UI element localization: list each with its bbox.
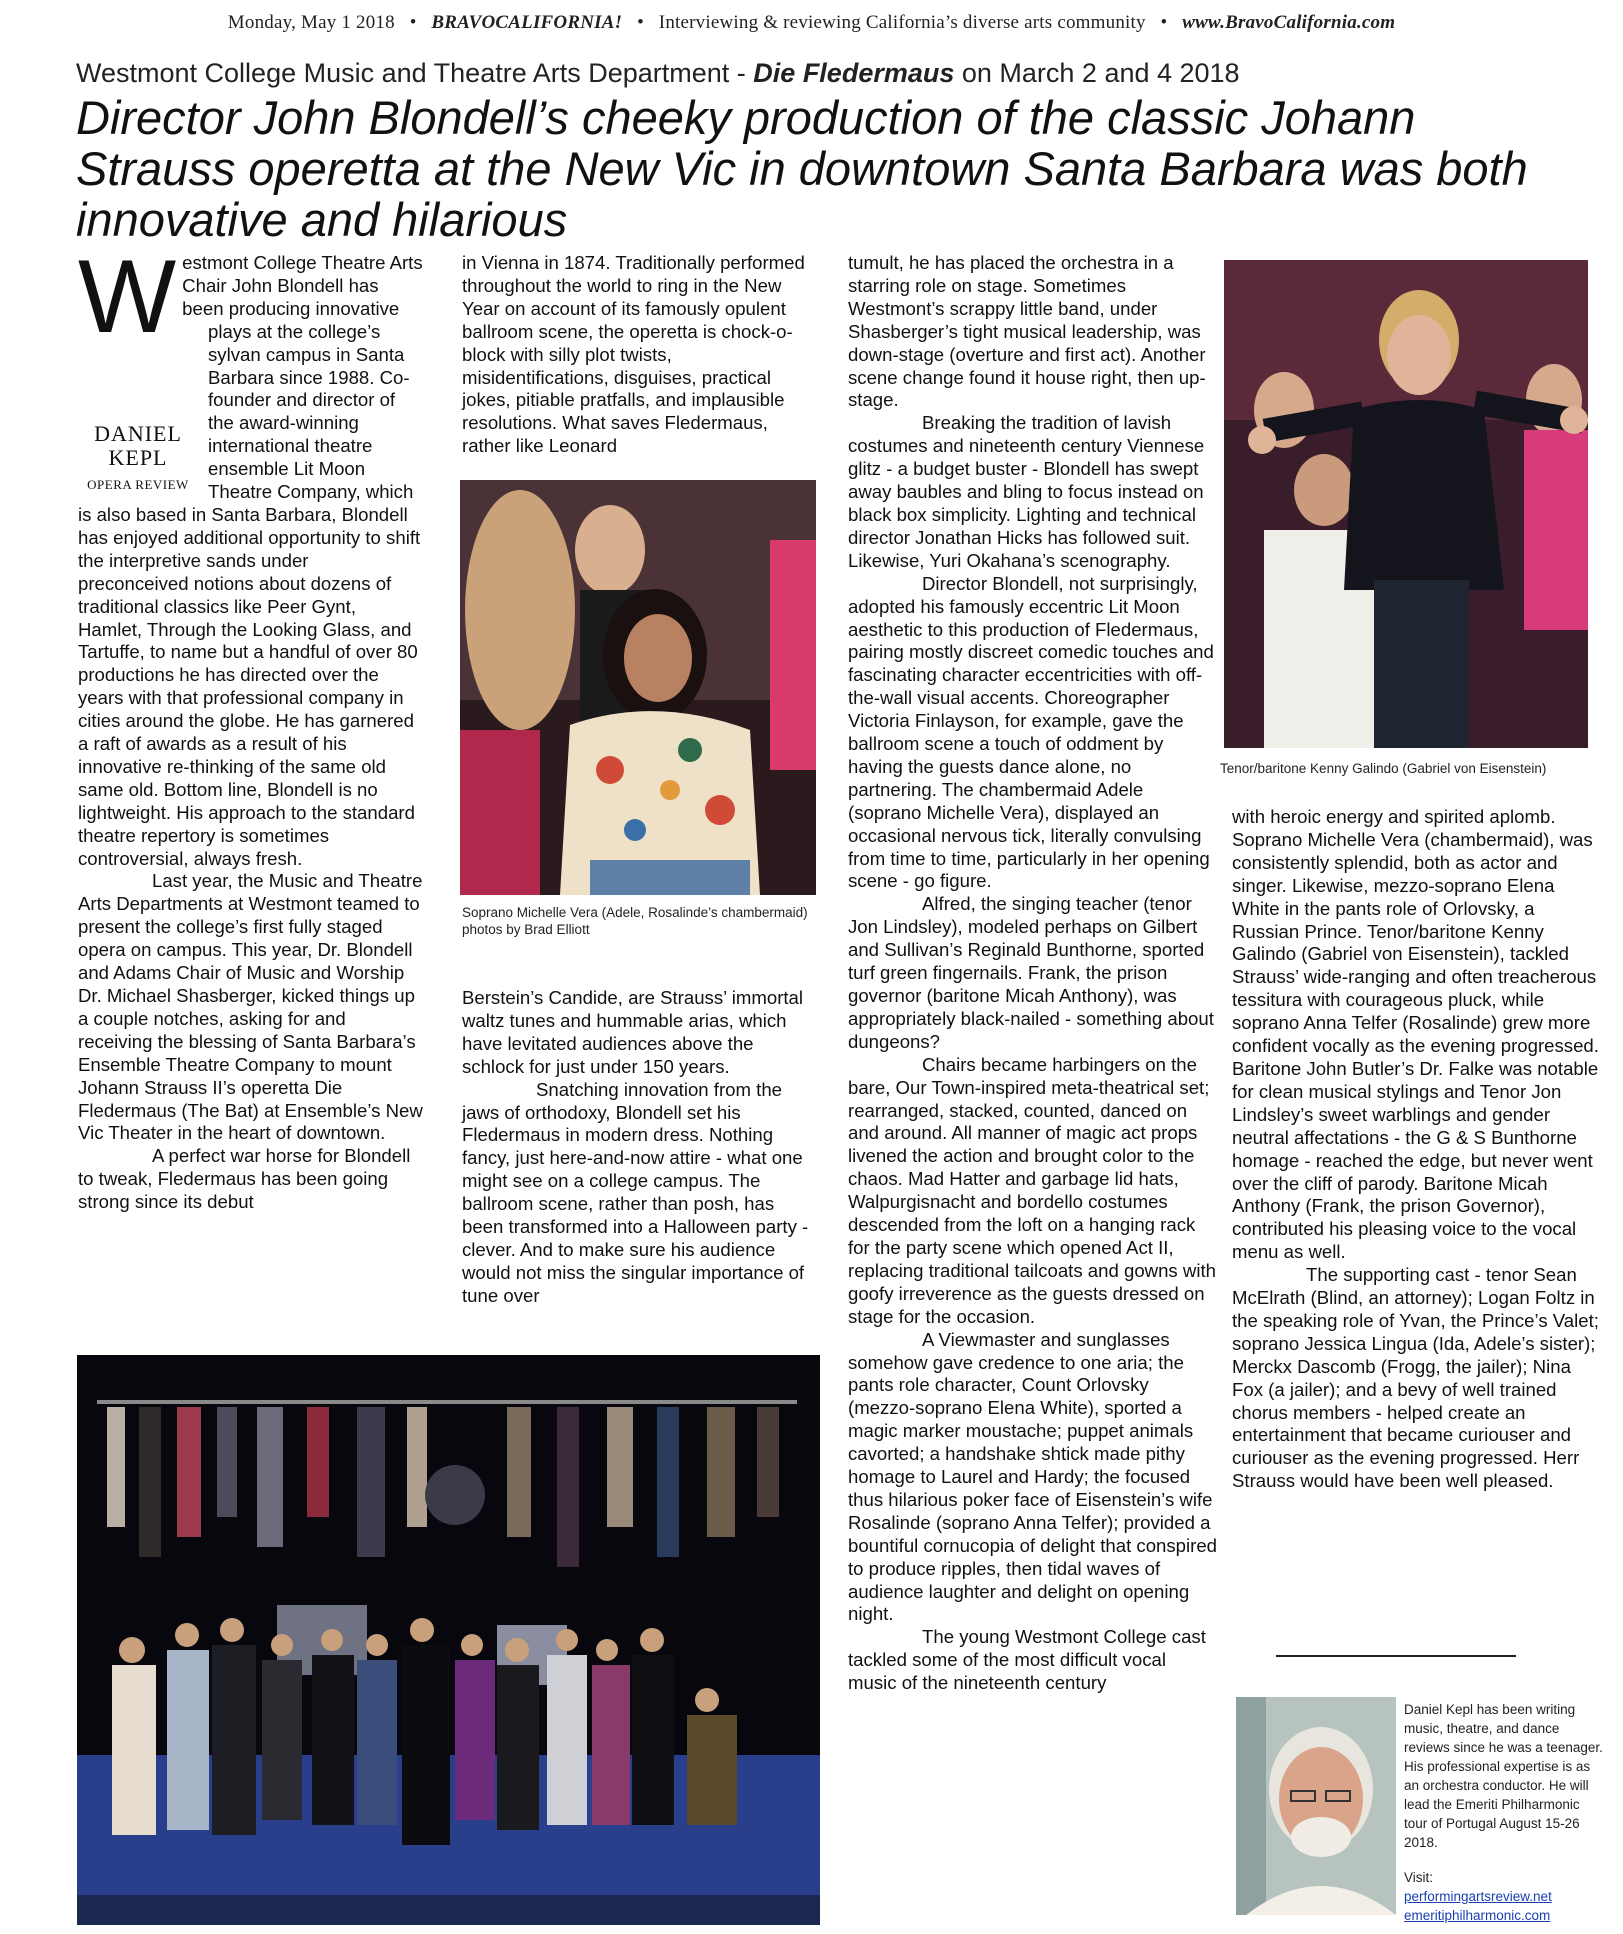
paragraph: estmont College Theatre Arts Chair John Blondell has been producing innovative plays at the college’s sylvan campus in Santa Barbara since 1988. Co-founder and director of the award-winning international theatre ensemble Lit Moon Theatre Company, which is also based in Santa Barbara, Blondell has enjoyed additional opportunity to shift the interpretive sands under preconceived notions about dozens of traditional classics like Peer Gynt, Hamlet, Through the Looking Glass, and Tartuffe, to name but a handful of over 80 productions he has directed over the years with that professional company in cities around the globe. He has garnered a raft of awards as a result of his innovative re-thinking of the same old same old. Bottom line, Blondell is no lightweight. His approach to the standard theatre repertory is sometimes controversial, always fresh. <box>78 252 423 869</box>
column-3 <box>848 252 1218 1695</box>
kicker-title: Die Fledermaus <box>753 58 955 88</box>
kicker-post: on March 2 and 4 2018 <box>954 58 1240 88</box>
column-4 <box>1232 806 1602 1493</box>
masthead-separator: • <box>1160 12 1168 33</box>
column-2-bottom <box>462 987 818 1308</box>
author-bio <box>1404 1700 1604 1925</box>
paragraph: Berstein’s Candide, are Strauss’ immortal waltz tunes and hummable arias, which have levitated audiences above the schlock for just under 150 years. <box>462 987 804 1077</box>
link-performingartsreview[interactable]: performingartsreview.net <box>1404 1889 1552 1904</box>
paragraph: Alfred, the singing teacher (tenor Jon Lindsley), modeled perhaps on Gilbert and Sullivan’s Reginald Bunthorne, sported turf green fingernails. Frank, the prison governor (baritone Micah Anthony), was appropriately black-nailed - something about dungeons? <box>848 893 1214 1052</box>
photo-caption: Tenor/baritone Kenny Galindo (Gabriel von Eisenstein) <box>1220 761 1547 776</box>
column-1 <box>78 239 424 1214</box>
masthead-separator: • <box>637 12 644 33</box>
paragraph: Breaking the tradition of lavish costumes and nineteenth century Viennese glitz - a budget buster - Blondell has swept away baubles and bling to focus instead on black box simplicity. Lighting and technical director Jonathan Hicks has followed suit. Likewise, Yuri Okahana’s scenography. <box>848 412 1205 571</box>
photo-caption: Soprano Michelle Vera (Adele, Rosalinde’s chambermaid) photos by Brad Elliott <box>462 905 808 937</box>
photo-stage-ensemble <box>77 1355 820 1925</box>
byline-role: OPERA REVIEW <box>87 477 189 492</box>
paragraph: Chairs became harbingers on the bare, Our Town-inspired meta-theatrical set; rearranged, stacked, counted, danced on and around. All manner of magic act props livened the action and brought color to the chaos. Mad Hatter and garbage lid hats, Walpurgisnacht and bordello costumes descended from the loft on a hanging rack for the party scene which opened Act II, replacing traditional tailcoats and gowns with goofy irreverence as the guests dressed on stage for the occasion. <box>848 1053 1216 1327</box>
photo-kenny-galindo <box>1224 260 1588 748</box>
article-headline: Director John Blondell’s cheeky production of the classic Johann Strauss operetta at the New Vic in downtown Santa Barbara was both innovative and hilarious <box>76 91 1528 246</box>
masthead-separator: • <box>409 12 417 33</box>
byline-name-last: KEPL <box>108 445 168 470</box>
drop-cap: W <box>78 239 177 355</box>
bio-visit-label: Visit: <box>1404 1870 1434 1885</box>
divider <box>1276 1655 1516 1657</box>
author-portrait <box>1236 1697 1396 1915</box>
paragraph: Last year, the Music and Theatre Arts Departments at Westmont teamed to present the college’s first fully staged opera on campus. This year, Dr. Blondell and Adams Chair of Music and Worship Dr. Michael Shasberger, kicked things up a couple notches, asking for and receiving the blessing of Santa Barbara’s Ensemble Theatre Company to mount Johann Strauss II’s operetta Die Fledermaus (The Bat) at Ensemble’s New Vic Theater in the heart of downtown. <box>78 870 423 1144</box>
paragraph: tumult, he has placed the orchestra in a starring role on stage. Sometimes Westmont’s scrappy little band, under Shasberger’s tight musical leadership, was down-stage (overture and first act). Another scene change found it house right, then up-stage. <box>848 252 1206 411</box>
paragraph: with heroic energy and spirited aplomb. Soprano Michelle Vera (chambermaid), was consistently splendid, both as actor and singer. Likewise, mezzo-soprano Elena White in the pants role of Orlovsky, a Russian Prince. Tenor/baritone Kenny Galindo (Gabriel von Eisenstein), tackled Strauss’ wide-ranging and often treacherous tessitura with courageous pluck, while soprano Anna Telfer (Rosalinde) grew more confident vocally as the evening progressed. Baritone John Butler’s Dr. Falke was notable for clean musical stylings and Tenor Jon Lindsley’s sweet warblings and gender neutral affectations - the G & S Bunthorne homage - reached the edge, but never went over the cliff of parody. Baritone Micah Anthony (Frank, the prison Governor), contributed his pleasing voice to the vocal menu as well. <box>1232 806 1599 1263</box>
paragraph: The supporting cast - tenor Sean McElrath (Blind, an attorney); Logan Foltz in the speaking role of Yvan, the Prince’s Valet; soprano Jessica Lingua (Ida, Adele’s sister); Merckx Dascomb (Frogg, the jailer); Nina Fox (a jailer); and a bevy of well trained chorus members - helped create an entertainment that became curiouser and curiouser as the evening progressed. Herr Strauss would have been well pleased. <box>1232 1264 1599 1492</box>
bio-text: Daniel Kepl has been writing music, theatre, and dance reviews since he was a teenager. His professional expertise is as an orchestra conductor. He will lead the Emeriti Philharmonic tour of Portugal August 15-26 2018. <box>1404 1702 1603 1850</box>
column-2-top <box>462 252 818 458</box>
photo-michelle-vera <box>460 480 816 895</box>
byline-name-first: DANIEL <box>94 421 182 446</box>
masthead-url[interactable]: www.BravoCalifornia.com <box>1182 12 1396 33</box>
link-emeritiphilharmonic[interactable]: emeritiphilharmonic.com <box>1404 1908 1551 1923</box>
masthead <box>0 12 1623 34</box>
article-kicker <box>76 58 1240 89</box>
paragraph: Director Blondell, not surprisingly, adopted his famously eccentric Lit Moon aesthetic to this production of Fledermaus, pairing mostly discreet comedic touches and fascinating character eccentricities with off-the-wall visual accents. Choreographer Victoria Finlayson, for example, gave the ballroom scene a touch of oddment by having the guests dance alone, no partnering. The chambermaid Adele (soprano Michelle Vera), displayed an occasional nervous tick, literally convulsing from time to time, particularly in her opening scene - go figure. <box>848 572 1214 892</box>
paragraph: Snatching innovation from the jaws of orthodoxy, Blondell set his Fledermaus in modern dress. Nothing fancy, just here-and-now attire - what one might see on a college campus. The ballroom scene, rather than posh, has been transformed into a Halloween party - clever. And to make sure his audience would not miss the singular importance of tune over <box>462 1078 809 1306</box>
masthead-date: Monday, May 1 2018 <box>227 12 395 33</box>
byline <box>78 422 198 497</box>
paragraph: in Vienna in 1874. Traditionally performed throughout the world to ring in the New Year on account of its famously opulent ballroom scene, the operetta is chock-o-block with silly plot twists, misidentifications, disguises, practical jokes, pitiable pratfalls, and implausible resolutions. What saves Fledermaus, rather like Leonard <box>462 252 805 457</box>
paragraph: A Viewmaster and sunglasses somehow gave credence to one aria; the pants role character, Count Orlovsky (mezzo-soprano Elena White), sported a magic marker moustache; puppet animals cavorted; a handshake shtick made pithy homage to Laurel and Hardy; the focused thus hilarious poker face of Eisenstein’s wife Rosalinde (soprano Anna Telfer); provided a bountiful cornucopia of delight that conspired to produce ripples, then tidal waves of audience laughter and delight on opening night. <box>848 1328 1218 1625</box>
paragraph: A perfect war horse for Blondell to tweak, Fledermaus has been going strong since its debut <box>78 1145 411 1213</box>
masthead-brand: BRAVOCALIFORNIA! <box>431 12 623 33</box>
kicker-pre: Westmont College Music and Theatre Arts Department - <box>76 58 754 88</box>
masthead-tagline: Interviewing & reviewing California’s diverse arts community <box>658 12 1146 33</box>
paragraph: The young Westmont College cast tackled some of the most difficult vocal music of the nineteenth century <box>848 1626 1206 1694</box>
